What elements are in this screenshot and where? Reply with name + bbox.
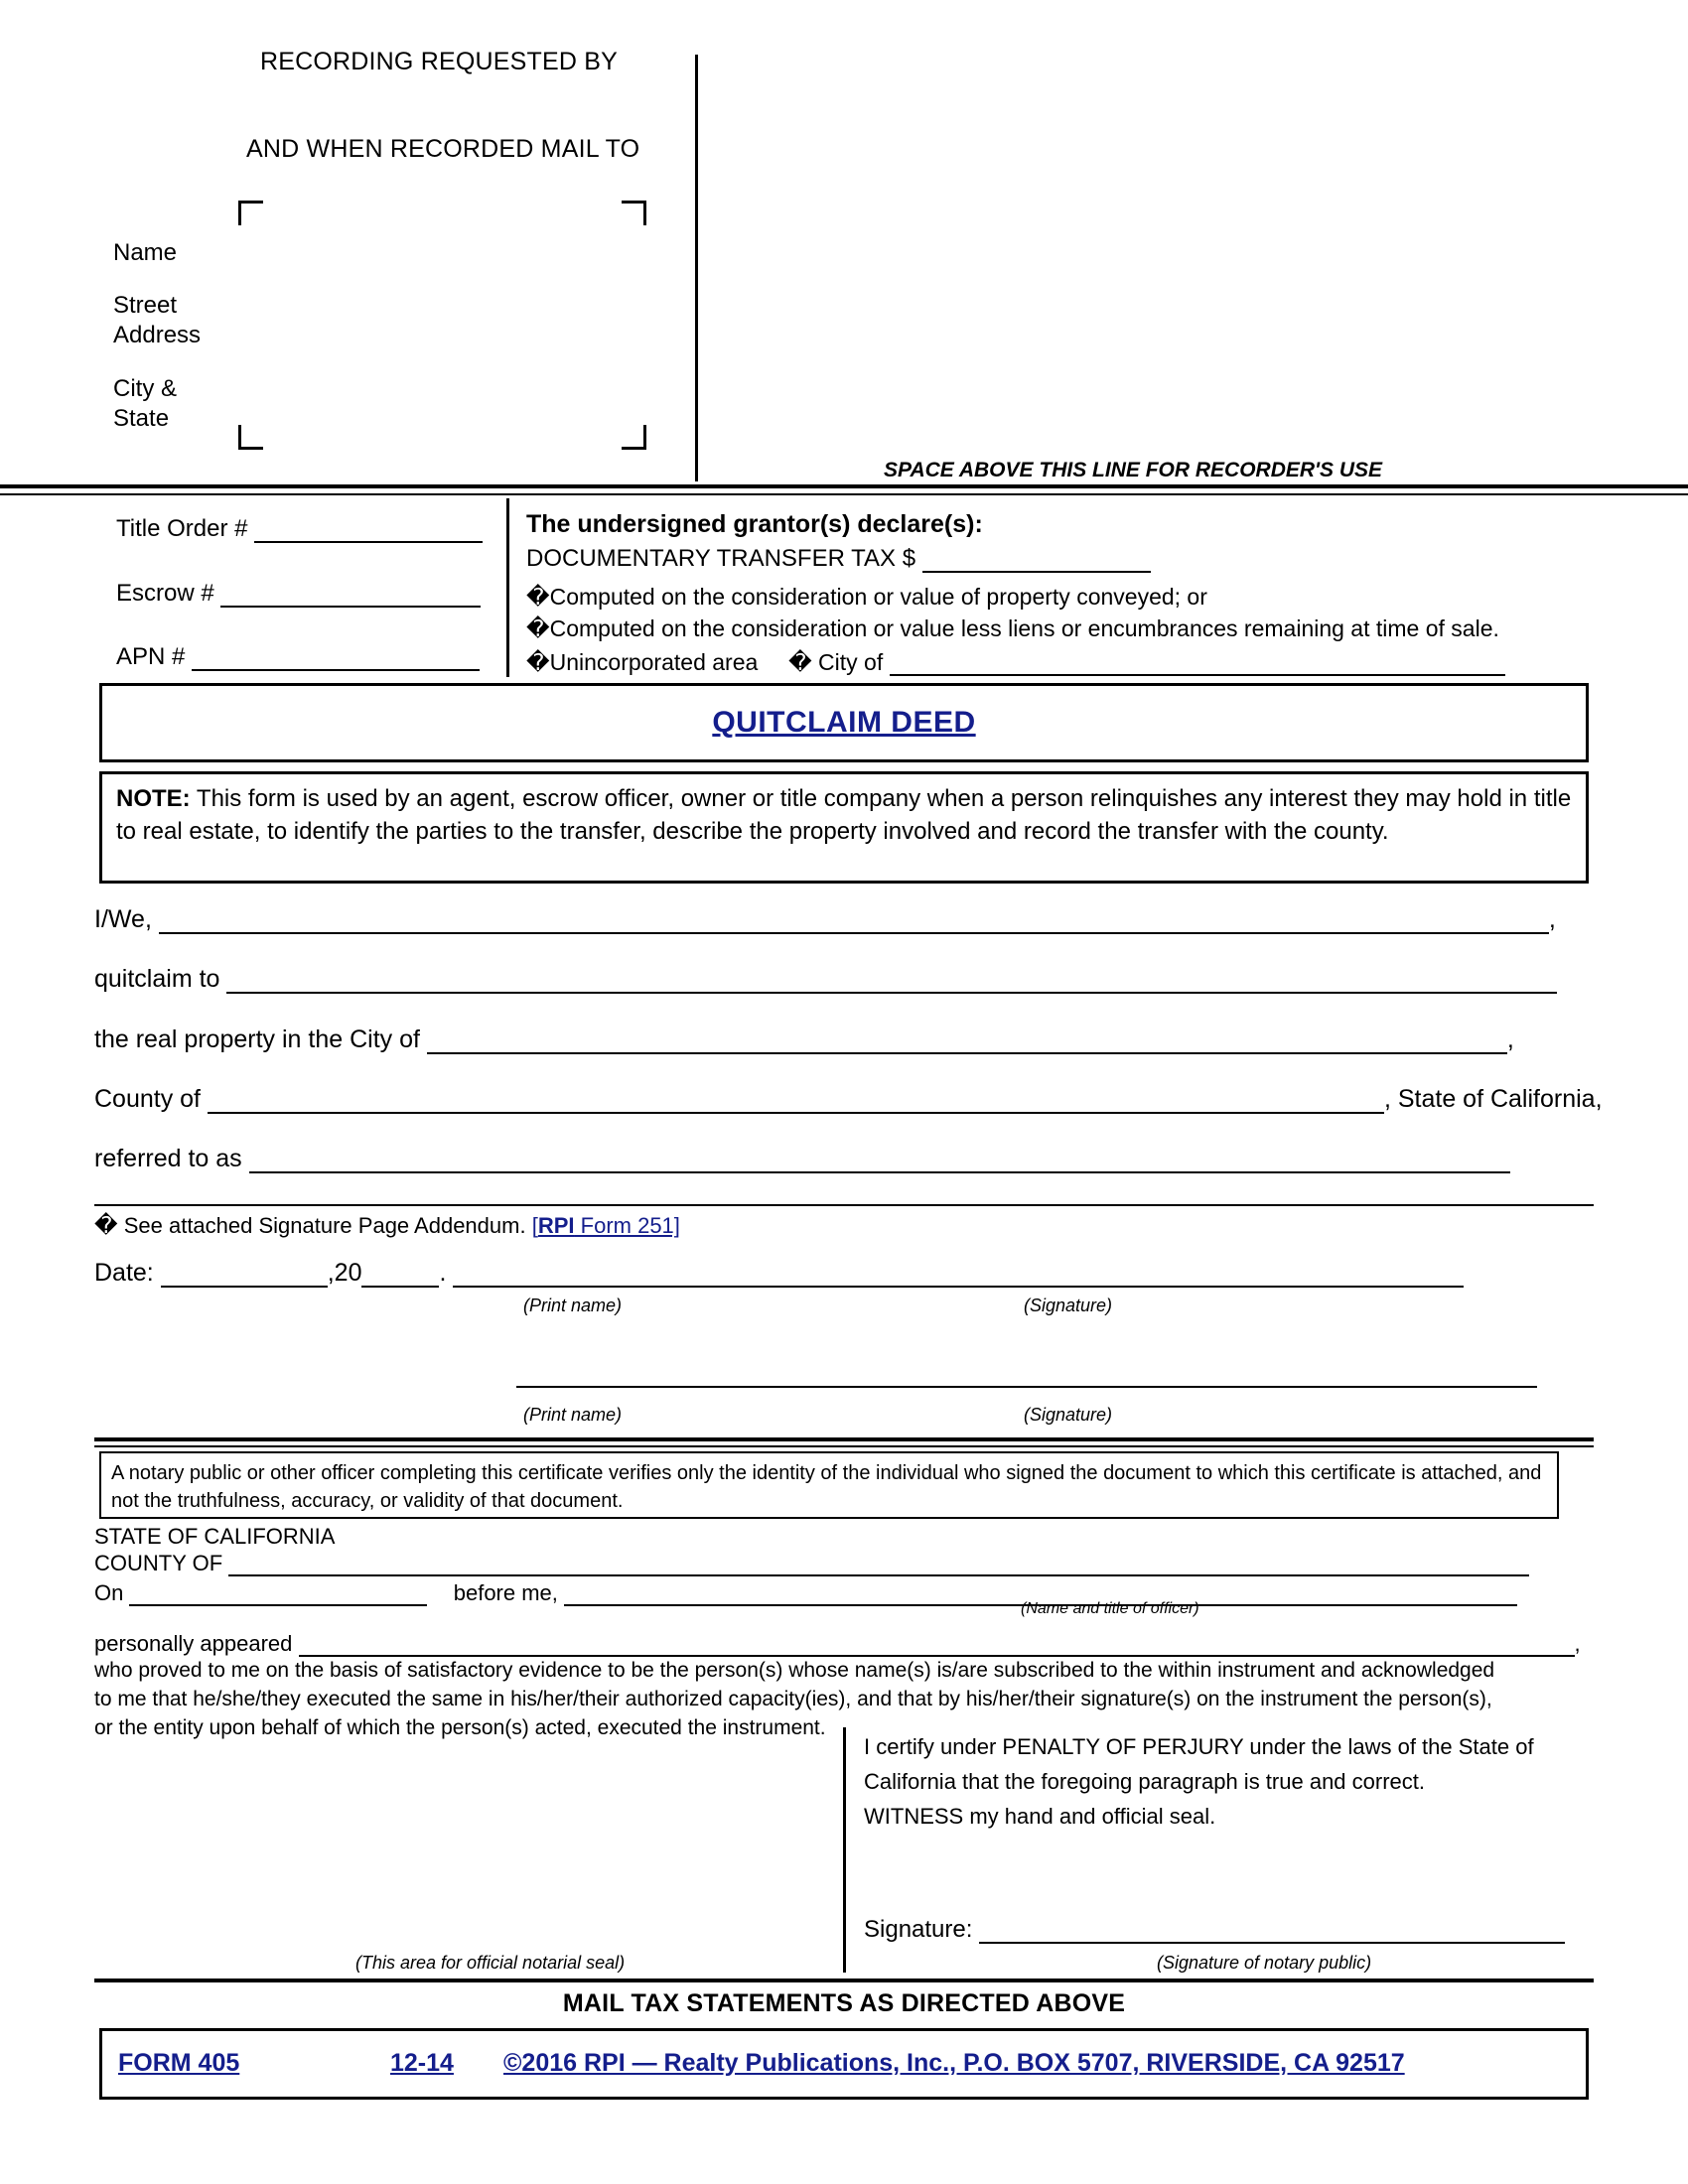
- rpi-link-open: [: [531, 1213, 538, 1238]
- penalty-of-perjury-block: [864, 1729, 1579, 1834]
- date-year-input-line[interactable]: [361, 1266, 439, 1288]
- signature-of-notary-public-caption: (Signature of notary public): [1157, 1953, 1372, 1973]
- header-bottom-rule-thin: [0, 493, 1688, 495]
- unincorporated-city-row[interactable]: [526, 649, 1505, 676]
- footer-box: [99, 2028, 1589, 2100]
- documentary-transfer-tax-label: DOCUMENTARY TRANSFER TAX $: [526, 545, 916, 572]
- notary-acknowledgment-line-2: to me that he/she/they executed the same in his/her/their authorized capacity(ies), and that by his/her/their signature(s) on the instrument the person(s),: [94, 1688, 1492, 1710]
- mail-field-name-label: Name: [113, 239, 178, 266]
- quitclaim-to-label: quitclaim to: [94, 965, 220, 993]
- county-of-input-line[interactable]: [228, 1557, 1529, 1576]
- escrow-label: Escrow #: [116, 580, 214, 607]
- county-of-row[interactable]: [94, 1551, 1529, 1576]
- header-vertical-divider: [695, 55, 698, 481]
- notary-acknowledgment-line-3: or the entity upon behalf of which the person(s) acted, executed the instrument.: [94, 1716, 826, 1739]
- signature-page-addendum-row[interactable]: [94, 1213, 680, 1239]
- personally-appeared-input-line[interactable]: [299, 1637, 1575, 1657]
- mail-box-corner-top-right-icon: [622, 201, 646, 225]
- quitclaim-to-input-line[interactable]: [226, 972, 1557, 994]
- city-trailing-comma: ,: [1506, 1025, 1514, 1053]
- mail-field-address-label: Address: [113, 322, 202, 348]
- mail-box-corner-top-left-icon: [238, 201, 263, 225]
- date-year-prefix: ,20: [327, 1259, 362, 1287]
- apn-label: APN #: [116, 643, 186, 670]
- on-date-input-line[interactable]: [129, 1586, 427, 1606]
- print-name-caption-1: (Print name): [523, 1296, 623, 1315]
- city-row-label: the real property in the City of: [94, 1025, 420, 1053]
- note-box: [99, 771, 1589, 884]
- iwe-label: I/We,: [94, 905, 152, 933]
- escrow-field[interactable]: [116, 580, 481, 608]
- deed-title-box: [99, 683, 1589, 762]
- mail-field-state-label: State: [113, 405, 170, 432]
- notary-signature-row[interactable]: [864, 1916, 1565, 1944]
- mail-field-city-label: City &: [113, 375, 178, 402]
- grantor-1-signature-line[interactable]: [453, 1266, 1464, 1288]
- notary-top-rule-thick: [94, 1437, 1594, 1441]
- checkbox-icon[interactable]: �: [526, 616, 550, 642]
- transfer-tax-option-2[interactable]: [526, 615, 1499, 642]
- transfer-tax-option-2-label: Computed on the consideration or value less liens or encumbrances remaining at time of sale.: [549, 615, 1499, 641]
- personally-appeared-label: personally appeared: [94, 1631, 293, 1656]
- perjury-line-2: California that the foregoing paragraph is true and correct.: [864, 1769, 1425, 1794]
- page-title: QUITCLAIM DEED: [712, 706, 976, 739]
- date-day-input-line[interactable]: [161, 1266, 328, 1288]
- state-of-california-label: STATE OF CALIFORNIA: [94, 1524, 336, 1549]
- note-label: NOTE:: [116, 785, 191, 812]
- recording-requested-by-label: RECORDING REQUESTED BY: [260, 48, 619, 75]
- rpi-form-251-link[interactable]: [532, 1213, 680, 1238]
- checkbox-icon[interactable]: �: [94, 1213, 118, 1239]
- notarial-seal-area-caption: (This area for official notarial seal): [355, 1953, 626, 1973]
- notary-signature-label: Signature:: [864, 1916, 973, 1943]
- form-revision-label: 12-14: [390, 2049, 454, 2077]
- notary-disclaimer-box: A notary public or other officer completing this certificate verifies only the identity of the individual who signed the document to which this certificate is attached, and not the truthfulness, accuracy, or validity of that document.: [99, 1451, 1559, 1519]
- grantor-declaration-heading: The undersigned grantor(s) declare(s):: [526, 510, 983, 538]
- apn-field[interactable]: [116, 643, 480, 671]
- quitclaim-to-row[interactable]: [94, 965, 1557, 994]
- copyright-label: ©2016 RPI — Realty Publications, Inc., P.O. BOX 5707, RIVERSIDE, CA 92517: [503, 2049, 1405, 2077]
- form-number-label: FORM 405: [118, 2049, 240, 2077]
- checkbox-icon[interactable]: �: [788, 650, 812, 676]
- county-trailing-text: , State of California,: [1383, 1085, 1603, 1113]
- signature-caption-1: (Signature): [1024, 1296, 1113, 1315]
- city-of-label: City of: [818, 649, 884, 675]
- title-order-field[interactable]: [116, 515, 483, 543]
- apn-input-line[interactable]: [192, 649, 480, 671]
- county-of-label: COUNTY OF: [94, 1551, 223, 1575]
- note-body: This form is used by an agent, escrow officer, owner or title company when a person relinquishes any interest they may hold in title to real estate, to identify the parties to the transfer, describe the property involved and record the transfer with the county.: [116, 785, 1572, 845]
- before-me-label: before me,: [453, 1580, 558, 1605]
- transfer-tax-option-1-label: Computed on the consideration or value of property conveyed; or: [549, 584, 1207, 610]
- iwe-row[interactable]: [94, 905, 1556, 934]
- city-row[interactable]: [94, 1025, 1514, 1054]
- personally-appeared-trailing-comma: ,: [1574, 1631, 1581, 1656]
- referred-to-as-label: referred to as: [94, 1145, 242, 1172]
- mail-box-corner-bottom-right-icon: [622, 425, 646, 450]
- referred-to-as-input-line[interactable]: [249, 1152, 1510, 1173]
- referred-to-as-row[interactable]: [94, 1145, 1510, 1173]
- addendum-text: See attached Signature Page Addendum.: [123, 1213, 526, 1238]
- personally-appeared-row[interactable]: [94, 1631, 1581, 1657]
- date-label: Date:: [94, 1259, 154, 1287]
- iwe-trailing-comma: ,: [1548, 905, 1556, 933]
- county-row-label: County of: [94, 1085, 202, 1113]
- mail-field-street-label: Street: [113, 292, 178, 319]
- declaration-vertical-divider: [506, 498, 509, 677]
- city-of-input-line[interactable]: [890, 654, 1505, 676]
- header-bottom-rule-thick: [0, 484, 1688, 488]
- transfer-tax-option-1[interactable]: [526, 584, 1207, 611]
- recorder-space-note: SPACE ABOVE THIS LINE FOR RECORDER'S USE: [884, 459, 1383, 481]
- legal-description-blank-rule: [94, 1204, 1594, 1206]
- notary-signature-input-line[interactable]: [979, 1922, 1565, 1944]
- unincorporated-area-label: Unincorporated area: [549, 649, 759, 675]
- county-row[interactable]: [94, 1085, 1603, 1114]
- iwe-input-line[interactable]: [159, 912, 1549, 934]
- signature-caption-2: (Signature): [1024, 1405, 1113, 1425]
- print-name-caption-2: (Print name): [523, 1405, 623, 1425]
- on-before-me-row[interactable]: [94, 1580, 1517, 1606]
- perjury-line-1: I certify under PENALTY OF PERJURY under the laws of the State of: [864, 1734, 1534, 1759]
- notary-top-rule-thin: [94, 1445, 1594, 1447]
- mail-tax-top-rule: [94, 1979, 1594, 1982]
- rpi-link-bold: RPI: [537, 1213, 575, 1238]
- date-row[interactable]: [94, 1259, 1464, 1288]
- county-input-line[interactable]: [208, 1092, 1384, 1114]
- checkbox-icon[interactable]: �: [526, 585, 550, 611]
- rpi-link-rest: Form 251]: [574, 1213, 680, 1238]
- title-order-input-line[interactable]: [254, 521, 483, 543]
- and-when-recorded-mail-to-label: AND WHEN RECORDED MAIL TO: [246, 135, 640, 163]
- city-input-line[interactable]: [427, 1032, 1507, 1054]
- grantor-2-signature-line[interactable]: [516, 1386, 1537, 1388]
- name-and-title-of-officer-caption: (Name and title of officer): [1021, 1600, 1199, 1617]
- notary-acknowledgment-line-1: who proved to me on the basis of satisfactory evidence to be the person(s) whose name(s) is/are subscribed to the within instrument and acknowledged: [94, 1659, 1495, 1682]
- perjury-line-3: WITNESS my hand and official seal.: [864, 1804, 1216, 1829]
- checkbox-icon[interactable]: �: [526, 650, 550, 676]
- documentary-transfer-tax-field[interactable]: [526, 545, 1151, 573]
- date-period: .: [439, 1259, 447, 1287]
- on-label: On: [94, 1580, 124, 1605]
- mail-box-corner-bottom-left-icon: [238, 425, 263, 450]
- documentary-transfer-tax-input-line[interactable]: [922, 551, 1151, 573]
- mail-tax-statements-heading: MAIL TAX STATEMENTS AS DIRECTED ABOVE: [562, 1989, 1126, 2017]
- notary-seal-vertical-divider: [843, 1727, 846, 1973]
- title-order-label: Title Order #: [116, 515, 248, 542]
- escrow-input-line[interactable]: [220, 586, 481, 608]
